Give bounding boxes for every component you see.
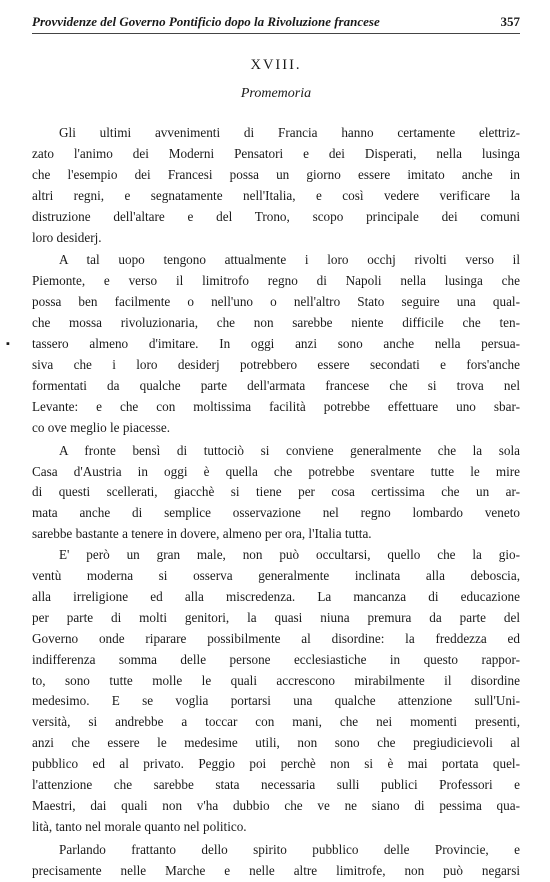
chapter-number: XVIII. — [250, 57, 302, 73]
paragraph — [32, 840, 520, 882]
text-line: che mossa rivoluzionaria, che non sarebbe niente difficile che ten- — [32, 315, 520, 331]
text-line: che l'esempio dei Francesi possa un giorno essere imitato anche in — [32, 166, 520, 182]
running-header — [32, 14, 520, 34]
text-line: Piemonte, e verso il limitrofo regno di Napoli nella lusinga che — [32, 273, 520, 289]
text-line: indifferenza somma delle persone ecclesiastiche in questo rappor- — [32, 651, 520, 667]
text-line: A fronte bensì di tuttociò si conviene generalmente che la sola — [59, 442, 520, 458]
text-line: Parlando frattanto dello spirito pubblico delle Provincie, e — [59, 841, 520, 857]
text-line: Casa d'Austria in oggi è quella che potrebbe sventare tutte le mire — [32, 463, 520, 479]
text-line: possa ben facilmente o nell'uno o nell'altro Stato seguire una qual- — [32, 294, 520, 310]
paragraph — [32, 441, 520, 838]
page-number: 357 — [500, 14, 520, 29]
text-line: Maestri, dai quali non v'ha dubbio che ve ne siano di pessima qua- — [32, 798, 520, 813]
text-line: E' però un gran male, non può occultarsi, quello che la gio- — [59, 547, 520, 563]
text-line: di questi scellerati, giacchè si tiene per cosa certissima che un ar- — [32, 484, 520, 500]
text-line: Governo onde riparare possibilmente al disordine: la freddezza ed — [32, 630, 520, 646]
text-line: A tal uopo tengono attualmente i loro occhj rivolti verso il — [59, 252, 520, 268]
text-line: Gli ultimi avvenimenti di Francia hanno certamente elettriz- — [59, 125, 520, 140]
text-line: formentati da qualche parte dell'armata francese che si trova nel — [32, 377, 520, 393]
text-line: versità, si andrebbe a toccar con mani, che nei momenti presenti, — [32, 714, 520, 730]
text-line: siva che i loro desiderj potrebbero essere secondati e fors'anche — [32, 356, 520, 372]
text-line: alla irreligione ed alla miscredenza. La mancanza di educazione — [32, 588, 520, 604]
text-line: ventù moderna si osserva generalmente inclinata alla deboscia, — [32, 568, 520, 584]
text-line: zato l'animo dei Moderni Pensatori e dei Disperati, nella lusinga — [32, 145, 520, 161]
text-line: altri regni, e segnatamente nell'Italia, e così vedere verificare la — [32, 187, 520, 203]
text-line: lità, tanto nel morale quanto nel politico. — [32, 818, 247, 834]
text-line: per parte di molti genitori, la quasi niuna premura da parte del — [32, 609, 520, 625]
text-line: l'attenzione che sarebbe stata necessaria sulli publici Professori e — [32, 777, 520, 793]
text-line: anzi che essere le medesime utili, non sono che pregiudicievoli al — [32, 735, 520, 751]
text-line: to, sono tutte molle le quali accrescono mirabilmente il disordine — [32, 672, 520, 688]
paragraph — [32, 250, 520, 438]
text-line: Levante: e che con moltissima facilità potrebbe effettuare uno sbar- — [32, 398, 520, 414]
margin-mark: ▪ — [6, 338, 10, 350]
text-line: loro desiderj. — [32, 229, 102, 245]
text-line: mata anche di semplice osservazione nel regno lombardo veneto — [32, 505, 520, 521]
paragraph — [32, 123, 520, 248]
document-title: Promemoria — [240, 86, 312, 101]
running-title: Provvidenze del Governo Pontificio dopo la Rivoluzione francese — [32, 14, 380, 29]
text-line: distruzione dell'altare e del Trono, scopo principale dei comuni — [32, 208, 520, 224]
text-line: medesimo. E se voglia portarsi una qualche attenzione sull'Uni- — [32, 693, 520, 709]
text-line: tassero almeno d'imitare. In oggi anzi sono anche nella persua- — [32, 336, 520, 352]
text-line: sarebbe bastante a tenere in dovere, almeno per ora, l'Italia tutta. — [32, 526, 372, 542]
text-line: precisamente nelle Marche e nelle altre limitrofe, non può negarsi — [32, 862, 520, 878]
body-text — [32, 123, 520, 882]
text-line: co ove meglio le piacesse. — [32, 419, 171, 435]
text-line: pubblico ed al privato. Peggio poi perchè non si è mai portata quel- — [32, 756, 520, 772]
